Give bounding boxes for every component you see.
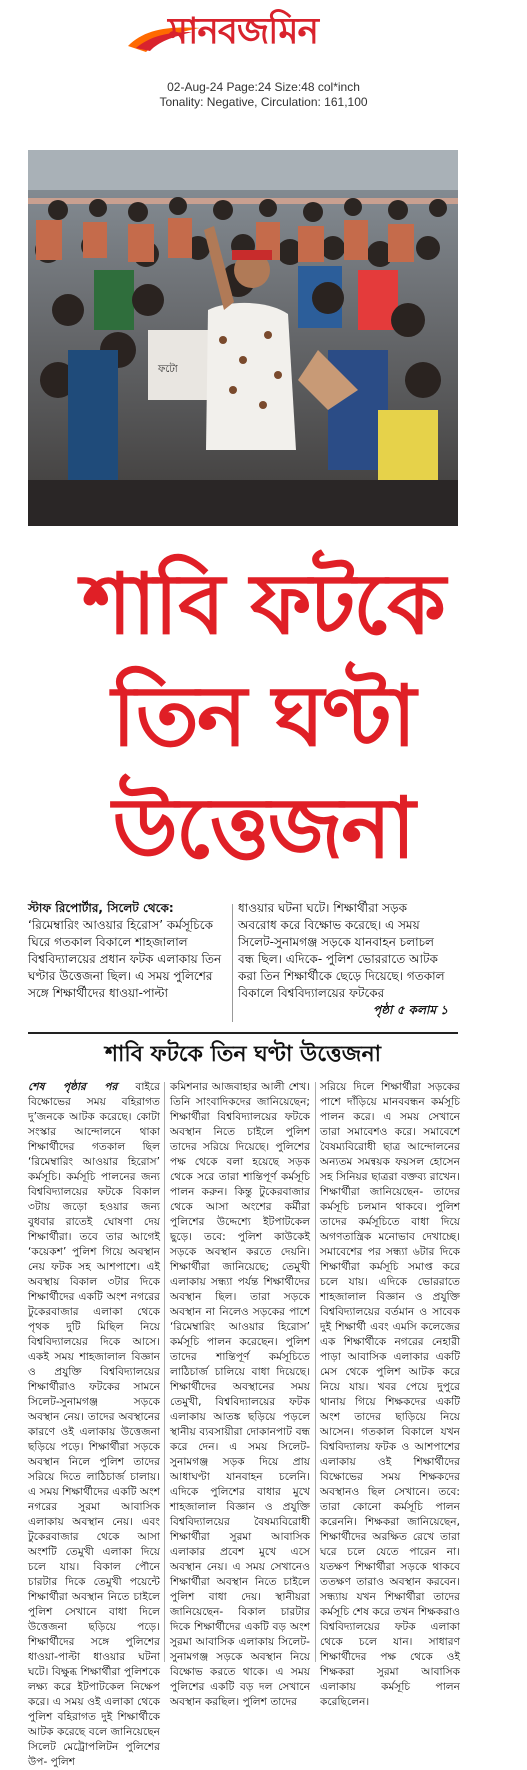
headline-line-3: উত্তেজনা [112,779,414,877]
clipping-meta-line2: Tonality: Negative, Circulation: 161,100 [159,95,368,109]
byline: স্টাফ রিপোর্টার, সিলেট থেকে: [28,901,174,915]
body-column-1 [28,1080,160,1770]
svg-text:ফটো: ফটো [158,364,178,375]
column-rule-1 [164,1082,165,1662]
lead-text-1: ‘রিমেম্বারিং আওয়ার হিরোস’ কর্মসূচিকে ঘিরে গতকাল বিকালে শাহজালাল বিশ্ববিদ্যালয়ের প্রধান ফটক এলাকায় তিন ঘণ্টার উত্তেজনা ছিল। এ সময় পুলিশের সঙ্গে শিক্ষার্থীদের ধাওয়া-পাল্টা [28,918,222,1000]
body-column-3 [320,1080,460,1710]
continued-on-page: পৃষ্ঠা ৫ কলাম ১ [372,1003,448,1017]
crowd-photo-image [28,150,458,526]
lead-column-divider [232,904,233,1022]
lead-column-1 [28,900,228,1002]
clipping-meta [0,80,527,110]
masthead [0,0,527,76]
section-rule [28,1032,458,1034]
column-rule-2 [315,1082,316,1662]
body-text-1: বাইরে বিক্ষোভের সময় বহিরাগত দু’জনকে আটক করেছে। কোটা সংস্কার আন্দোলনে থাকা শিক্ষার্থীদের গতকাল ছিল ‘রিমেম্বারিং আওয়ার হিরোস’ কর্মসূচি। কর্মসূচি পালনের জন্য বিশ্ববিদ্যালয়ের ফটকে বিকাল ৩টায় জড়ো হওয়ার জন্য বুধবার রাতেই ঘোষণা দেয় শিক্ষার্থীরা। তবে তার আগেই ‘কয়েকশ’ পুলিশ গিয়ে অবস্থান নেয় ফটক সহ আশপাশে। এই অবস্থায় বিকাল ৩টার দিকে শিক্ষার্থীদের একটি অংশ নগরের টুকেরবাজার এলাকা থেকে পৃথক দুটি মিছিল নিয়ে বিশ্ববিদ্যালয়ের দিকে আসে। একই সময় শাহজালাল বিজ্ঞান ও প্রযুক্তি বিশ্ববিদ্যালয়ের শিক্ষার্থীরাও ফটকের সামনে সিলেট-সুনামগঞ্জ সড়কে অবস্থান নেয়। তাদের অবস্থানের কারণে ওই এলাকায় উত্তেজনা ছড়িয়ে পড়ে। শিক্ষার্থীরা সড়কে অবস্থান নিলে পুলিশ তাদের সরিয়ে দিতে লাঠিচার্জ চালায়। এ সময় শিক্ষার্থীদের একটি অংশ নগরের সুরমা আবাসিক এলাকায় অবস্থান নেয়। এবং টুকেরবাজার থেকে আসা অংশটি তেমুখী এলাকা দিয়ে চলে যায়। বিকাল পৌনে চারটার দিকে তেমুখী পয়েন্টে শিক্ষার্থীরা অবস্থান নিতে চাইলে পুলিশ সেখানে বাধা দিলে উত্তেজনা ছড়িয়ে পড়ে। শিক্ষার্থীদের সঙ্গে পুলিশের ধাওয়া-পাল্টা ধাওয়ার ঘটনা ঘটে। বিক্ষুব্ধ শিক্ষার্থীরা পুলিশকে লক্ষ্য করে ইটপাটকেল নিক্ষেপ করে। এ সময় ওই এলাকা থেকে পুলিশ বহিরাগত দুই শিক্ষার্থীকে আটক করেছে বলে জানিয়েছেন সিলেট মেট্রোপলিটন পুলিশের উপ- পুলিশ [28,1081,160,1768]
masthead-title: মানবজমিন [168,11,318,52]
continuation-kicker: শেষ পৃষ্ঠার পর [28,1081,118,1093]
clipping-meta-line1: 02-Aug-24 Page:24 Size:48 col*inch [167,80,360,94]
headline-line-2: তিন ঘণ্টা [111,667,415,765]
lead-column-2 [238,900,448,1019]
headline-line-1: শাবি ফটকে [82,555,444,653]
body-text-2: কমিশনার আজবাহার আলী শেখ। তিনি সাংবাদিকদের জানিয়েছেন; শিক্ষার্থীরা বিশ্ববিদ্যালয়ের ফটকে অবস্থান নিতে চাইলে পুলিশ তাদের সরিয়ে দিয়েছে। পুলিশের পক্ষ থেকে বলা হয়েছে সড়ক থেকে সরে তারা শান্তিপূর্ণ কর্মসূচি পালন করুন। কিন্তু টুকেরবাজার থেকে আসা অংশের কর্মীরা পুলিশের উদ্দেশ্যে ইটপাটকেল ছুড়ে। তবে: পুলিশ কাউকেই সড়কে অবস্থান করতে দেয়নি। শিক্ষার্থীরা জানিয়েছে; তেমুখী এলাকায় সন্ধ্যা পর্যন্ত শিক্ষার্থীদের অবস্থান ছিল। তারা সড়কে অবস্থান না নিলেও সড়কের পাশে ‘রিমেম্বারিং আওয়ার হিরোস’ কর্মসূচি পালন করেছেন। পুলিশ তাদের শান্তিপূর্ণ কর্মসূচিতে লাঠিচার্জ চালিয়ে বাধা দিয়েছে। শিক্ষার্থীদের অবস্থানের সময় তেমুখী, বিশ্ববিদ্যালয়ের ফটক এলাকায় আতঙ্ক ছড়িয়ে পড়লে স্থানীয় ব্যবসায়ীরা দোকানপাট বন্ধ করে দেন। এ সময় সিলেট- সুনামগঞ্জ সড়ক দিয়ে প্রায় আধাঘণ্টা যানবাহন চলেনি। এদিকে পুলিশের বাধার মুখে শাহজালাল বিজ্ঞান ও প্রযুক্তি বিশ্ববিদ্যালয়ের বৈষম্যবিরোধী শিক্ষার্থীরা সুরমা আবাসিক এলাকার প্রবেশ মুখে এসে অবস্থান নেয়। এ সময় সেখানেও শিক্ষার্থীরা অবস্থান নিতে চাইলে পুলিশ বাধা দেয়। স্থানীয়রা জানিয়েছেন- বিকাল চারটার দিকে শিক্ষার্থীদের একটি বড় অংশ সুরমা আবাসিক এলাকায় সিলেট- সুনামগঞ্জ সড়কে অবস্থান নিয়ে বিক্ষোভ করতে থাকে। এ সময় পুলিশের একটি বড় দল সেখানে অবস্থান করছিল। পুলিশ তাদের [170,1081,310,1708]
headline [24,548,502,884]
body-text-3: সরিয়ে দিলে শিক্ষার্থীরা সড়কের পাশে দাঁড়িয়ে মানববন্ধন কর্মসূচি পালন করে। এ সময় সেখানে তারা সমাবেশও করে। সমাবেশে বৈষম্যবিরোধী ছাত্র আন্দোলনের অন্যতম সমন্বয়ক ফয়সল হোসেন সহ সিনিয়র ছাত্ররা বক্তব্য রাখেন। শিক্ষার্থীরা জানিয়েছেন- তাদের কর্মসূচি চলমান থাকবে। পুলিশ তাদের কর্মসূচিতে বাধা দিয়ে অগণতান্ত্রিক মনোভাব দেখাচ্ছে। সমাবেশের পর সন্ধ্যা ৬টার দিকে শিক্ষার্থীরা কর্মসূচি সমাপ্ত করে চলে যায়। এদিকে ভোররাতে শাহজালাল বিজ্ঞান ও প্রযুক্তি বিশ্ববিদ্যালয়ের বর্তমান ও সাবেক দুই শিক্ষার্থী এবং এমসি কলেজের এক শিক্ষার্থীকে নগরের নেহারী পাড়া আবাসিক এলাকার একটি মেস থেকে পুলিশ আটক করে নিয়ে যায়। খবর পেয়ে দুপুরে থানায় গিয়ে শিক্ষকদের একটি অংশ তাদের ছাড়িয়ে নিয়ে আসেন। গতকাল বিকালে যখন বিশ্ববিদ্যালয় ফটক ও আশপাশের এলাকায় ওই শিক্ষার্থীদের বিক্ষোভের সময় শিক্ষকদের অবস্থানও ছিল সেখানে। তবে: তারা কোনো কর্মসূচি পালন করেননি। শিক্ষকরা জানিয়েছেন, শিক্ষার্থীদের অরক্ষিত রেখে তারা ঘরে চলে যেতে পারেন না। যতক্ষণ শিক্ষার্থীরা সড়কে থাকবে ততক্ষণ তারাও অবস্থান করবেন। সন্ধ্যায় যখন শিক্ষার্থীরা তাদের কর্মসূচি শেষ করে তখন শিক্ষকরাও বিশ্ববিদ্যালয়ের ফটক এলাকা থেকে চলে যান। সাধারণ শিক্ষার্থীদের পক্ষ থেকে ওই শিক্ষকরা সুরমা আবাসিক এলাকায় কর্মসূচি পালন করেছিলেন। [320,1081,460,1708]
continuation-headline: শাবি ফটকে তিন ঘণ্টা উত্তেজনা [105,1042,381,1067]
lead-text-2: ধাওয়ার ঘটনা ঘটে। শিক্ষার্থীরা সড়ক অবরোধ করে বিক্ষোভ করেছে। এ সময় সিলেট-সুনামগঞ্জ সড়কে যানবাহন চলাচল বন্ধ ছিল। এদিকে- পুলিশ ভোররাতে আটক করা তিন শিক্ষার্থীকে ছেড়ে দিয়েছে। গতকাল বিকালে বিশ্ববিদ্যালয়ের ফটকের [238,901,445,1000]
news-photo [28,150,458,526]
body-column-2 [170,1080,310,1710]
